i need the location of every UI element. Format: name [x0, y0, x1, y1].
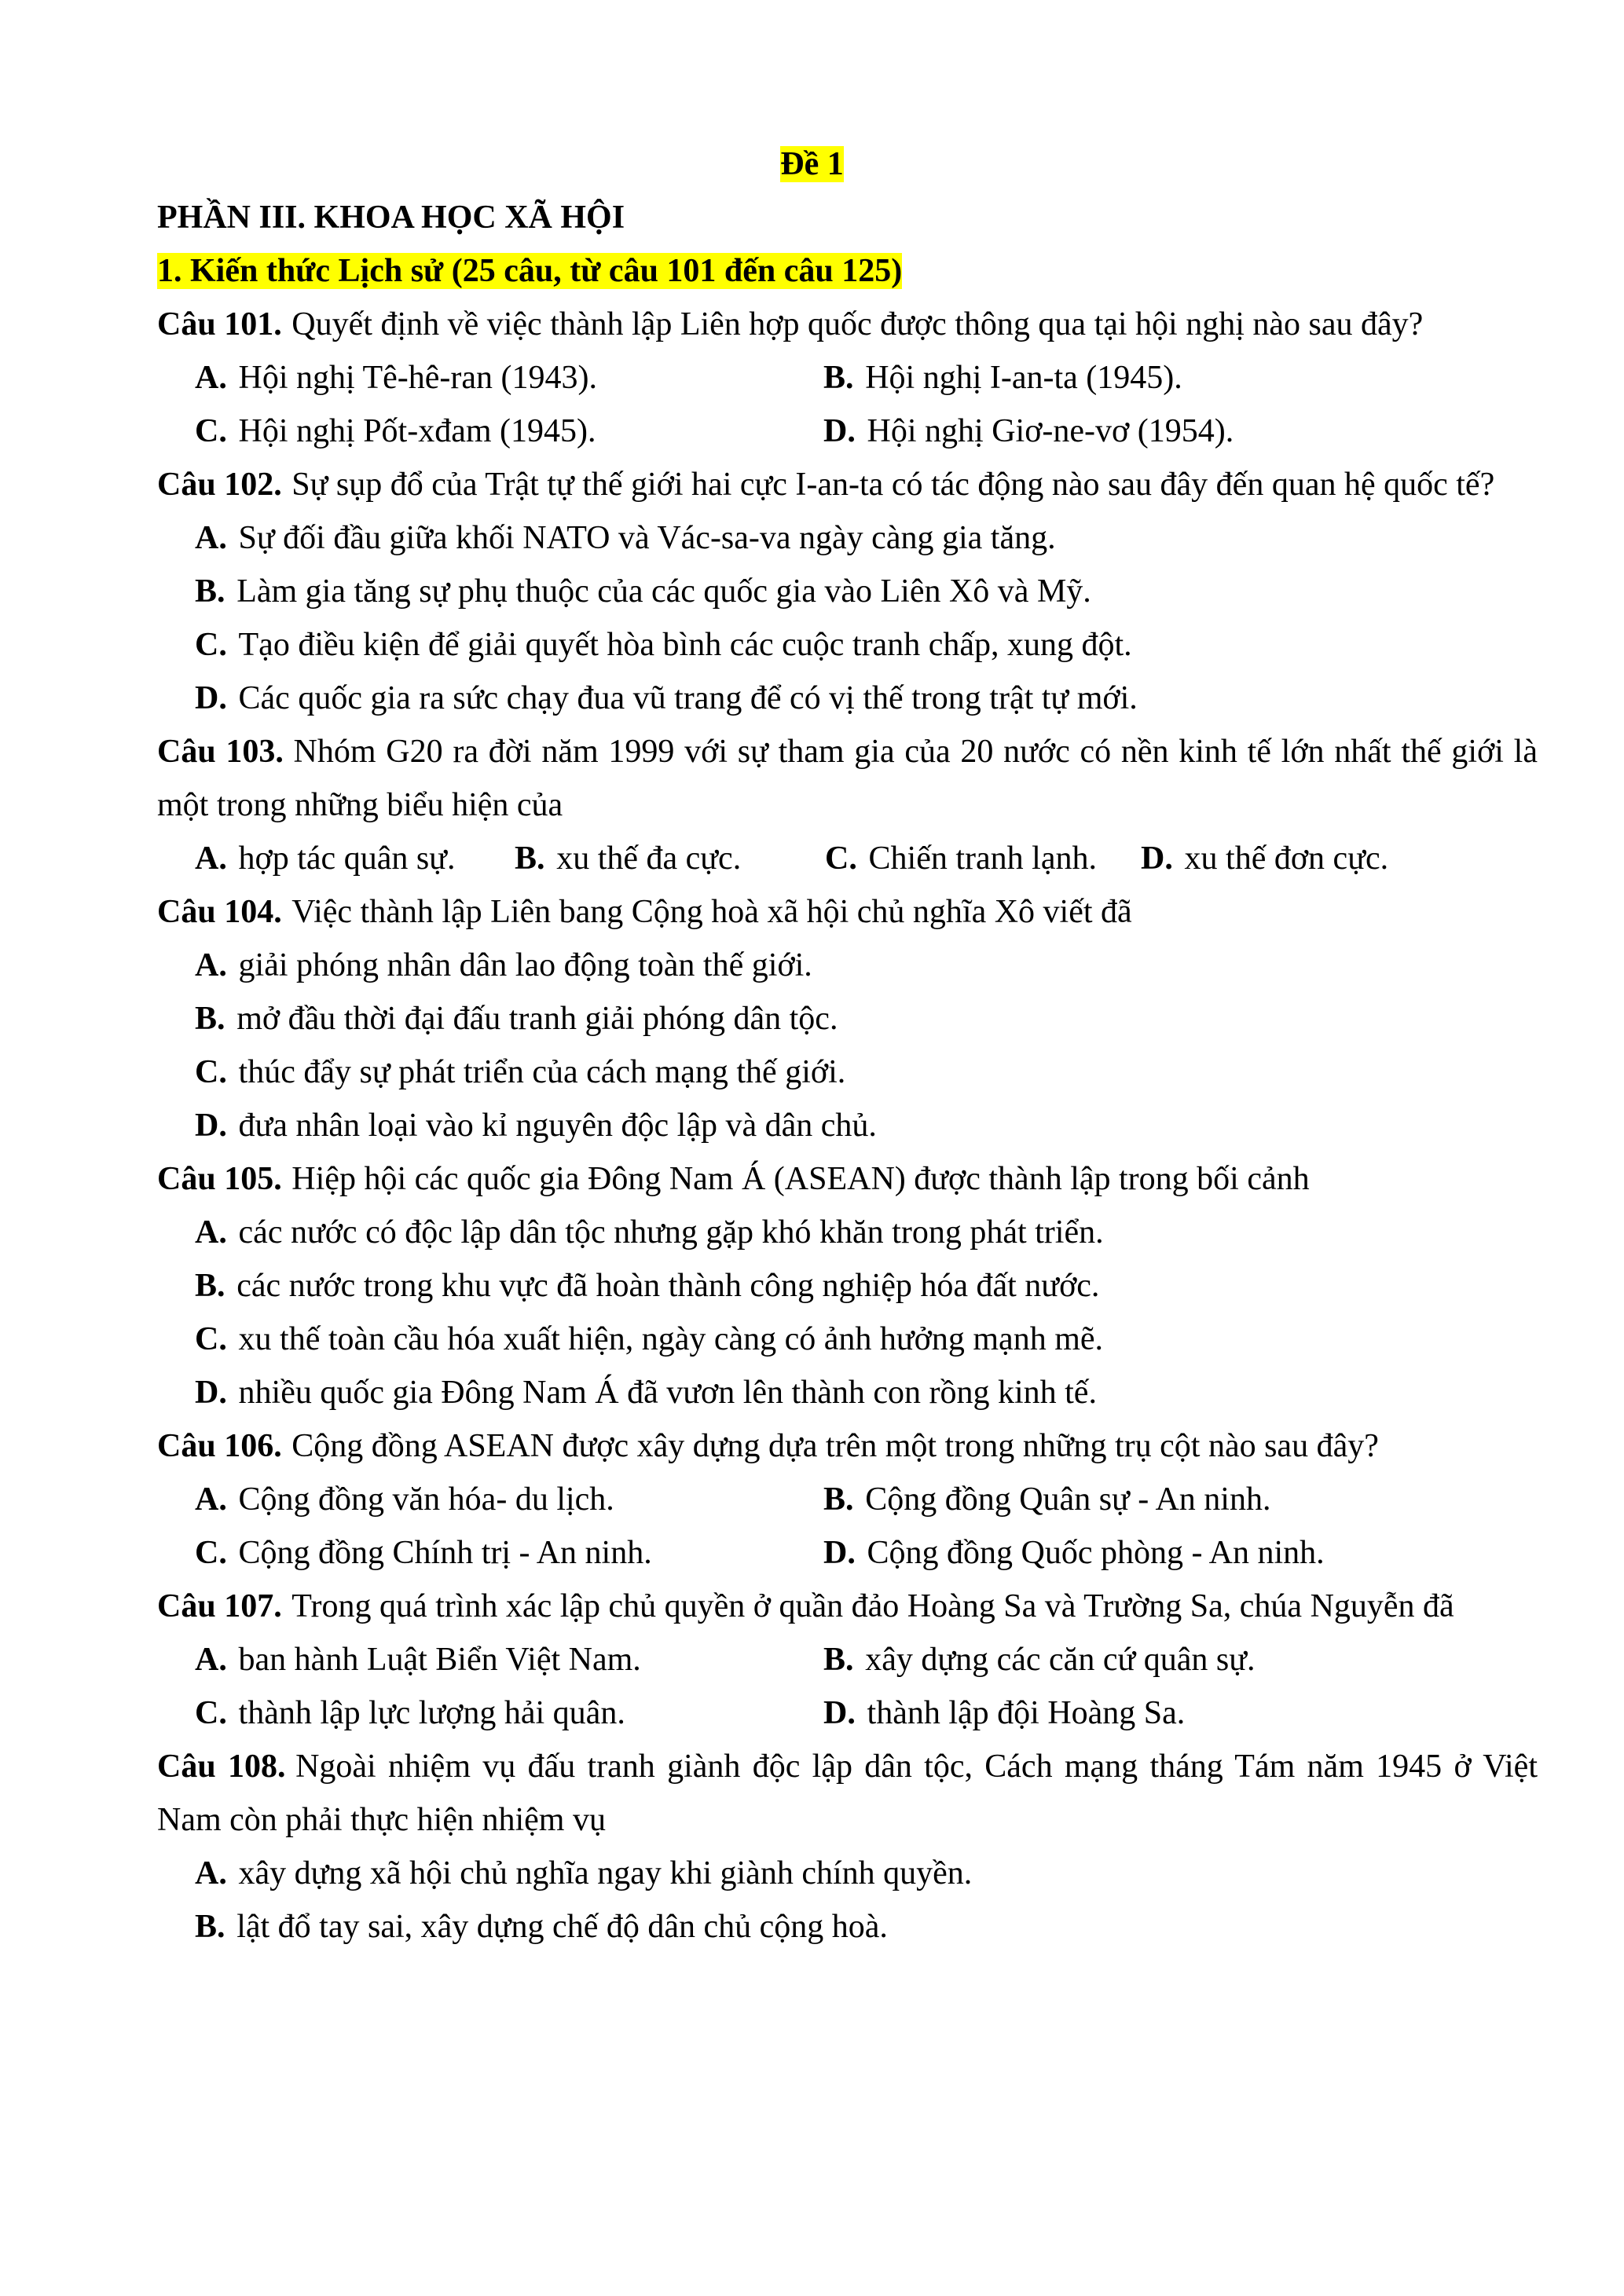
option-letter: A. [195, 1214, 227, 1251]
option-letter: A. [195, 1855, 227, 1891]
option-a [195, 1473, 823, 1526]
option-b [823, 351, 1538, 405]
option-letter: C. [195, 627, 227, 663]
option-letter: B. [823, 360, 854, 396]
option-letter: B. [195, 1268, 225, 1304]
option-text: Cộng đồng Quân sự - An ninh. [865, 1481, 1271, 1518]
option-text: Hội nghị Giơ-ne-vơ (1954). [867, 413, 1234, 449]
option-text: lật đổ tay sai, xây dựng chế độ dân chủ cộng hoà. [236, 1909, 888, 1945]
option-row [157, 405, 1538, 458]
option-letter: B. [823, 1481, 854, 1518]
option-a [157, 1847, 1538, 1900]
option-c [157, 1045, 1538, 1099]
option-a [157, 939, 1538, 992]
option-letter: C. [195, 1535, 227, 1571]
option-text: giải phóng nhân dân lao động toàn thế giới. [238, 947, 812, 983]
option-letter: C. [195, 1321, 227, 1357]
option-letter: A. [195, 947, 227, 983]
option-a [157, 511, 1538, 565]
exam-title-line [86, 137, 1538, 191]
question-number: Câu 107. [157, 1588, 282, 1624]
option-c [195, 1686, 823, 1740]
option-text: Hội nghị I-an-ta (1945). [865, 360, 1182, 396]
question-text [157, 725, 1538, 832]
question-107 [157, 1580, 1538, 1740]
option-letter: D. [823, 1535, 856, 1571]
question-105 [157, 1152, 1538, 1419]
option-d [823, 1526, 1538, 1580]
option-text: xu thế đơn cực. [1184, 840, 1389, 877]
question-number: Câu 102. [157, 467, 282, 503]
option-row [157, 1686, 1538, 1740]
option-text: thành lập đội Hoàng Sa. [867, 1695, 1186, 1731]
option-letter: D. [823, 413, 856, 449]
question-number: Câu 103. [157, 734, 284, 770]
option-letter: D. [195, 1375, 227, 1411]
option-d [823, 405, 1538, 458]
question-106 [157, 1419, 1538, 1580]
option-letter: D. [823, 1695, 856, 1731]
option-row [157, 351, 1538, 405]
option-b [157, 1900, 1538, 1954]
question-body: Hiệp hội các quốc gia Đông Nam Á (ASEAN) được thành lập trong bối cảnh [291, 1161, 1310, 1197]
question-body: Nhóm G20 ra đời năm 1999 với sự tham gia của 20 nước có nền kinh tế lớn nhất thế giới là một trong những biểu hiện của [157, 734, 1538, 823]
option-text: Cộng đồng Chính trị - An ninh. [238, 1535, 652, 1571]
option-letter: D. [1141, 840, 1173, 877]
option-text: Hội nghị Pốt-xđam (1945). [238, 413, 596, 449]
option-text: các nước có độc lập dân tộc nhưng gặp khó khăn trong phát triển. [238, 1214, 1104, 1251]
option-row [157, 832, 1538, 885]
option-c [195, 405, 823, 458]
option-text: Cộng đồng văn hóa- du lịch. [238, 1481, 614, 1518]
question-body: Sự sụp đổ của Trật tự thế giới hai cực I-an-ta có tác động nào sau đây đến quan hệ quốc tế? [291, 467, 1495, 503]
option-b [157, 992, 1538, 1045]
option-letter: D. [195, 1108, 227, 1144]
question-body: Quyết định về việc thành lập Liên hợp quốc được thông qua tại hội nghị nào sau đây? [291, 306, 1424, 342]
option-d [823, 1686, 1538, 1740]
option-letter: A. [195, 1481, 227, 1518]
question-number: Câu 108. [157, 1749, 286, 1785]
question-104 [157, 885, 1538, 1152]
option-b [823, 1633, 1538, 1686]
question-101 [157, 298, 1538, 458]
option-letter: A. [195, 840, 227, 877]
subsection-heading-line [157, 244, 1538, 298]
option-c [195, 1526, 823, 1580]
exam-title-badge: Đề 1 [780, 146, 844, 182]
option-letter: D. [195, 680, 227, 716]
question-108 [157, 1740, 1538, 1954]
option-text: xu thế toàn cầu hóa xuất hiện, ngày càng có ảnh hưởng mạnh mẽ. [238, 1321, 1104, 1357]
option-text: thúc đẩy sự phát triển của cách mạng thế giới. [238, 1054, 846, 1090]
option-letter: B. [195, 1001, 225, 1037]
option-letter: B. [515, 840, 545, 877]
subsection-heading: 1. Kiến thức Lịch sử (25 câu, từ câu 101 đến câu 125) [157, 253, 903, 289]
question-text [157, 1740, 1538, 1847]
option-text: xu thế đa cực. [556, 840, 742, 877]
question-body: Ngoài nhiệm vụ đấu tranh giành độc lập dân tộc, Cách mạng tháng Tám năm 1945 ở Việt Nam còn phải thực hiện nhiệm vụ [157, 1749, 1538, 1838]
option-text: Hội nghị Tê-hê-ran (1943). [238, 360, 597, 396]
option-row [157, 1633, 1538, 1686]
question-text [157, 1152, 1538, 1206]
option-text: Tạo điều kiện để giải quyết hòa bình các cuộc tranh chấp, xung đột. [238, 627, 1132, 663]
option-letter: C. [825, 840, 857, 877]
option-letter: A. [195, 520, 227, 556]
option-d [157, 672, 1538, 725]
question-103 [157, 725, 1538, 885]
option-text: xây dựng các căn cứ quân sự. [865, 1642, 1256, 1678]
option-d [1141, 832, 1538, 885]
option-a [195, 832, 515, 885]
question-102 [157, 458, 1538, 725]
option-row [157, 1526, 1538, 1580]
question-text [157, 298, 1538, 351]
question-text [157, 458, 1538, 511]
question-body: Cộng đồng ASEAN được xây dựng dựa trên một trong những trụ cột nào sau đây? [291, 1428, 1379, 1464]
option-letter: B. [195, 573, 225, 610]
option-a [157, 1206, 1538, 1259]
section-heading: PHẦN III. KHOA HỌC XÃ HỘI [157, 200, 625, 236]
option-c [157, 618, 1538, 672]
option-b [823, 1473, 1538, 1526]
option-text: nhiều quốc gia Đông Nam Á đã vươn lên thành con rồng kinh tế. [238, 1375, 1097, 1411]
option-text: Làm gia tăng sự phụ thuộc của các quốc gia vào Liên Xô và Mỹ. [236, 573, 1091, 610]
option-text: thành lập lực lượng hải quân. [238, 1695, 625, 1731]
option-text: ban hành Luật Biển Việt Nam. [238, 1642, 641, 1678]
option-text: Chiến tranh lạnh. [868, 840, 1097, 877]
option-b [157, 1259, 1538, 1313]
question-number: Câu 106. [157, 1428, 282, 1464]
question-text [157, 885, 1538, 939]
option-text: Cộng đồng Quốc phòng - An ninh. [867, 1535, 1325, 1571]
option-d [157, 1099, 1538, 1152]
option-text: các nước trong khu vực đã hoàn thành công nghiệp hóa đất nước. [236, 1268, 1100, 1304]
option-letter: A. [195, 360, 227, 396]
option-d [157, 1366, 1538, 1419]
option-c [825, 832, 1141, 885]
option-letter: A. [195, 1642, 227, 1678]
option-letter: C. [195, 413, 227, 449]
question-number: Câu 105. [157, 1161, 282, 1197]
option-c [157, 1313, 1538, 1366]
question-body: Việc thành lập Liên bang Cộng hoà xã hội chủ nghĩa Xô viết đã [291, 894, 1132, 930]
option-text: Các quốc gia ra sức chạy đua vũ trang để có vị thế trong trật tự mới. [238, 680, 1138, 716]
option-a [195, 1633, 823, 1686]
option-b [515, 832, 825, 885]
option-text: đưa nhân loại vào kỉ nguyên độc lập và dân chủ. [238, 1108, 877, 1144]
option-letter: B. [823, 1642, 854, 1678]
option-text: hợp tác quân sự. [238, 840, 456, 877]
question-text [157, 1419, 1538, 1473]
option-letter: C. [195, 1054, 227, 1090]
question-body: Trong quá trình xác lập chủ quyền ở quần đảo Hoàng Sa và Trường Sa, chúa Nguyễn đã [291, 1588, 1454, 1624]
option-letter: B. [195, 1909, 225, 1945]
option-row [157, 1473, 1538, 1526]
option-letter: C. [195, 1695, 227, 1731]
question-number: Câu 101. [157, 306, 282, 342]
option-text: mở đầu thời đại đấu tranh giải phóng dân tộc. [236, 1001, 838, 1037]
option-a [195, 351, 823, 405]
question-number: Câu 104. [157, 894, 282, 930]
question-text [157, 1580, 1538, 1633]
option-text: Sự đối đầu giữa khối NATO và Vác-sa-va ngày càng gia tăng. [238, 520, 1056, 556]
option-text: xây dựng xã hội chủ nghĩa ngay khi giành chính quyền. [238, 1855, 973, 1891]
option-b [157, 565, 1538, 618]
